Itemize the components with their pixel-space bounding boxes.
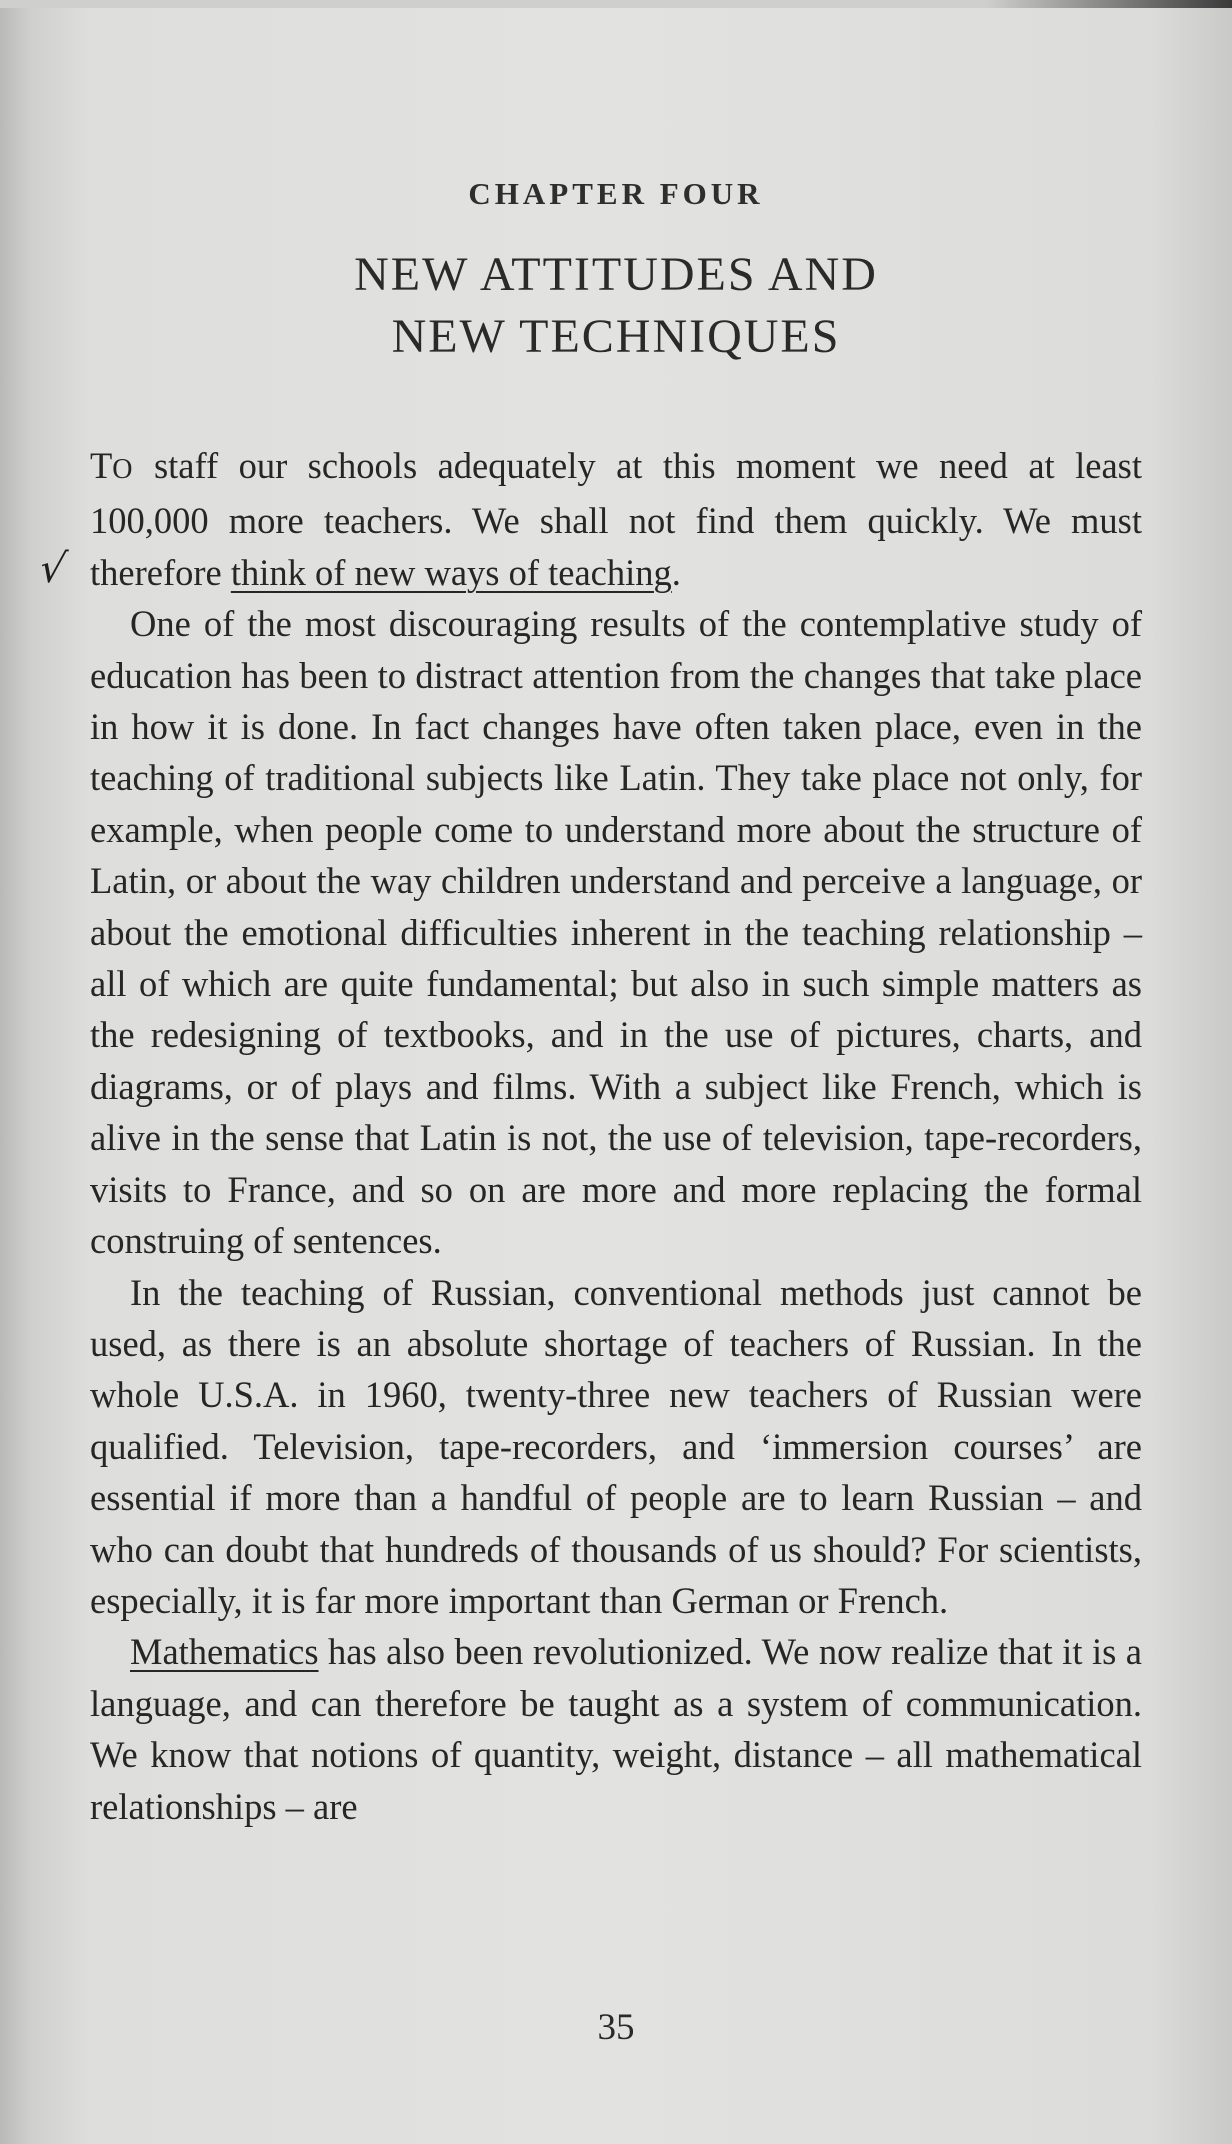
- opening-small-cap: O: [112, 454, 134, 485]
- chapter-title: [0, 244, 1232, 368]
- underlined-phrase: think of new ways of teaching: [230, 551, 672, 593]
- margin-checkmark-icon: √: [35, 546, 70, 592]
- chapter-label: CHAPTER FOUR: [468, 176, 764, 211]
- chapter-title-line-1: NEW ATTITUDES AND: [354, 248, 878, 301]
- paragraph-1-end: .: [671, 551, 681, 593]
- paragraph-2: One of the most discouraging results of the contemplative study of education has been to distract attention from the changes that take place in how it is done. In fact changes have often taken place, even in the teaching of traditional subjects like Latin. They take place not only, for example, when people come to understand more about the structure of Latin, or about the way children understand and perceive a language, or about the emotional difficulties inherent in the teaching relationship – all of which are quite fundamental; but also in such simple matters as the redesigning of textbooks, and in the use of pictures, charts, and diagrams, or of plays and films. With a subject like French, which is alive in the sense that Latin is not, the use of television, tape-recorders, visits to France, and so on are more and more replacing the formal construing of sentences.: [90, 603, 1142, 1262]
- opening-capital: T: [90, 445, 113, 486]
- chapter-title-line-2: NEW TECHNIQUES: [391, 310, 841, 363]
- paragraph-1-text: staff our schools adequately at this moment we need at least 100,000 more teachers. We shall not find them quickly. We must therefore: [90, 445, 1142, 593]
- page-edge: [0, 0, 1232, 8]
- page-number: 35: [597, 2007, 635, 2048]
- paragraph-3: In the teaching of Russian, conventional methods just cannot be used, as there is an absolute shortage of teachers of Russian. In the whole U.S.A. in 1960, twenty-three new teachers of Russian were qualified. Television, tape-recorders, and ‘immersion courses’ are essential if more than a handful of people are to learn Russian – and who can doubt that hundreds of thousands of us should? For scientists, especially, it is far more important than German or French.: [90, 1271, 1142, 1621]
- underlined-word: Mathematics: [130, 1631, 319, 1673]
- body-text: [90, 440, 1142, 1832]
- paragraph-1: [90, 440, 1142, 598]
- opening-word: [90, 445, 134, 486]
- paragraph-4-text: has also been revolutionized. We now realize that it is a language, and can therefore be taught as a system of communication. We know that notions of quantity, weight, distance – all mathematical relationships – are: [90, 1631, 1142, 1827]
- paragraph-4: [90, 1626, 1142, 1832]
